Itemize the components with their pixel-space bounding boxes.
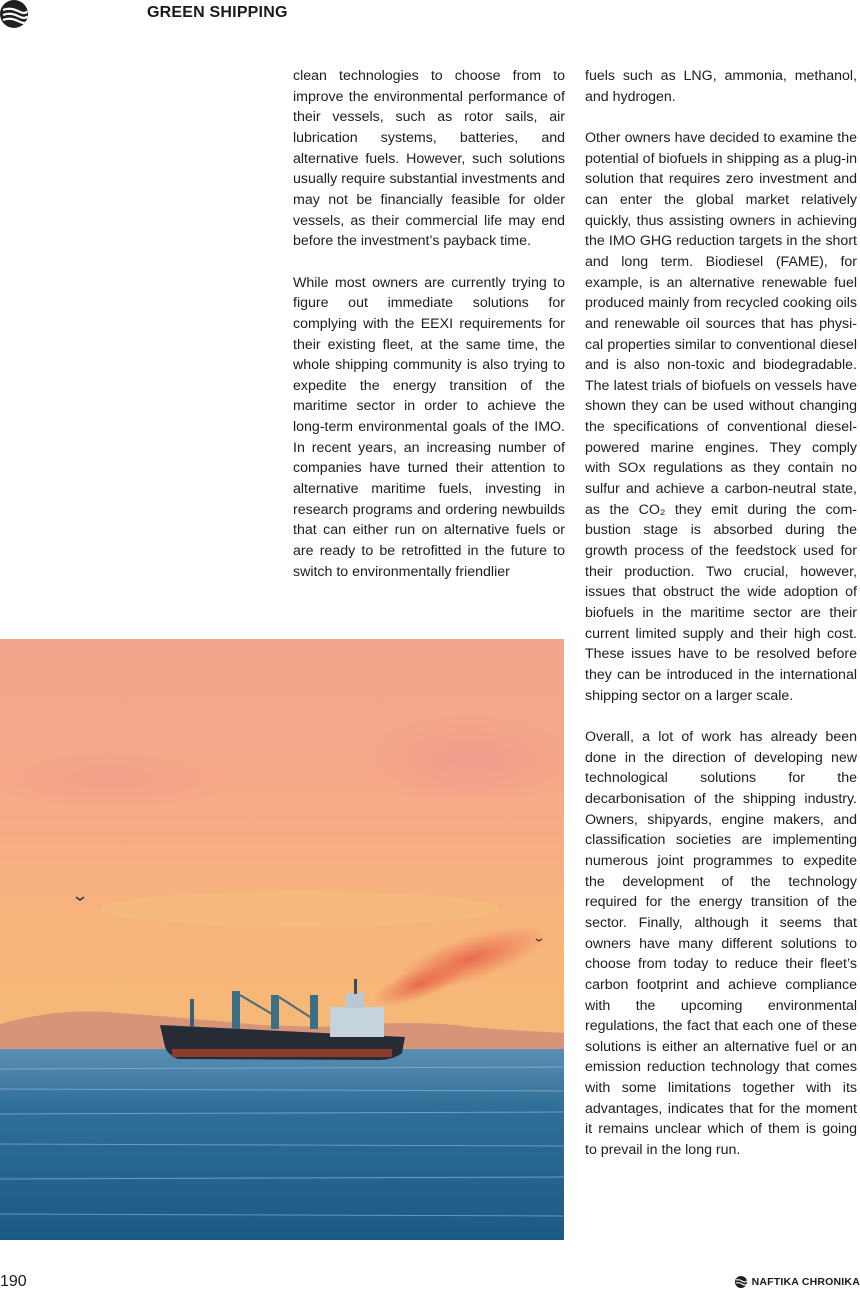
naftika-chronika-logo-icon	[0, 0, 28, 28]
paragraph: Other owners have decided to examine the potential of biofuels in shipping as a plug-in solution that requires zero investment and can enter the global market relatively quickly, thus assisting owners in achieving the IMO GHG reduction targets in the short and long term. Biodiesel (FAME), for example, is an alternative renewable fuel produced mainly from recycled cooking oils and renewable oil sources that has physical properties similar to conventional diesel and is also non-toxic and biodegradable. The latest trials of biofuels on vessels have shown they can be used without changing the specifications of conventional diesel-powered marine engines. They comply with SOx regulations as they contain no sulfur and achieve a carbon-neutral state, as the CO₂ they emit during the combustion stage is absorbed during the growth process of the feedstock used for their production. Two crucial, however, issues that obstruct the wide adoption of biofuels in the maritime sector are their current limited supply and their high cost. These issues have to be resolved before they can be introduced in the international shipping sector on a larger scale.	[585, 129, 857, 704]
cargo-ship-sunset-photo	[0, 639, 564, 1240]
paragraph: Overall, a lot of work has already been done in the direction of developing new technological solutions for the decarbonisation of the shipping industry. Owners, shipyards, engine makers, and classification societies are implementing numerous joint programmes to expedite the development of the technology required for the energy transition of the sector. Finally, although it seems that owners have many different solutions to choose from today to reduce their fleet’s carbon footprint and achieve compliance with the upcoming environmental regulations, the fact that each one of these solutions is either an alternative fuel or an emission reduction technology that comes with some limitations together with its advantages, indicates that for the moment it remains unclear which of them is going to prevail in the long run.	[585, 728, 857, 1159]
paragraph: fuels such as LNG, ammonia, methanol, and hydrogen.	[585, 68, 857, 105]
article-column-1	[293, 66, 565, 603]
article-column-2	[585, 66, 857, 1181]
footer-brand	[735, 1276, 860, 1288]
naftika-chronika-logo-icon	[735, 1276, 747, 1288]
section-title: GREEN SHIPPING	[147, 4, 288, 21]
paragraph: clean technologies to choose from to improve the environmental performance of their vessels, such as rotor sails, air lubrication systems, batteries, and alternative fuels. However, such solutions usually require substantial investments and may not be financially feasible for older vessels, as their commercial life may end before the investment’s payback time.	[293, 68, 565, 250]
page-number: 190	[0, 1273, 27, 1290]
brand-name: NAFTIKA CHRONIKA	[751, 1276, 860, 1288]
paragraph: While most owners are currently trying to figure out immediate solutions for complying with the EEXI requirements for their existing fleet, at the same time, the whole shipping community is also trying to expedite the energy transition of the maritime sector in order to achieve the long-term environmental goals of the IMO. In recent years, an increasing number of companies have turned their attention to alternative maritime fuels, investing in research programs and ordering newbuilds that can either run on alternative fuels or are ready to be retrofitted in the future to switch to environmentally friendlier	[293, 274, 565, 580]
